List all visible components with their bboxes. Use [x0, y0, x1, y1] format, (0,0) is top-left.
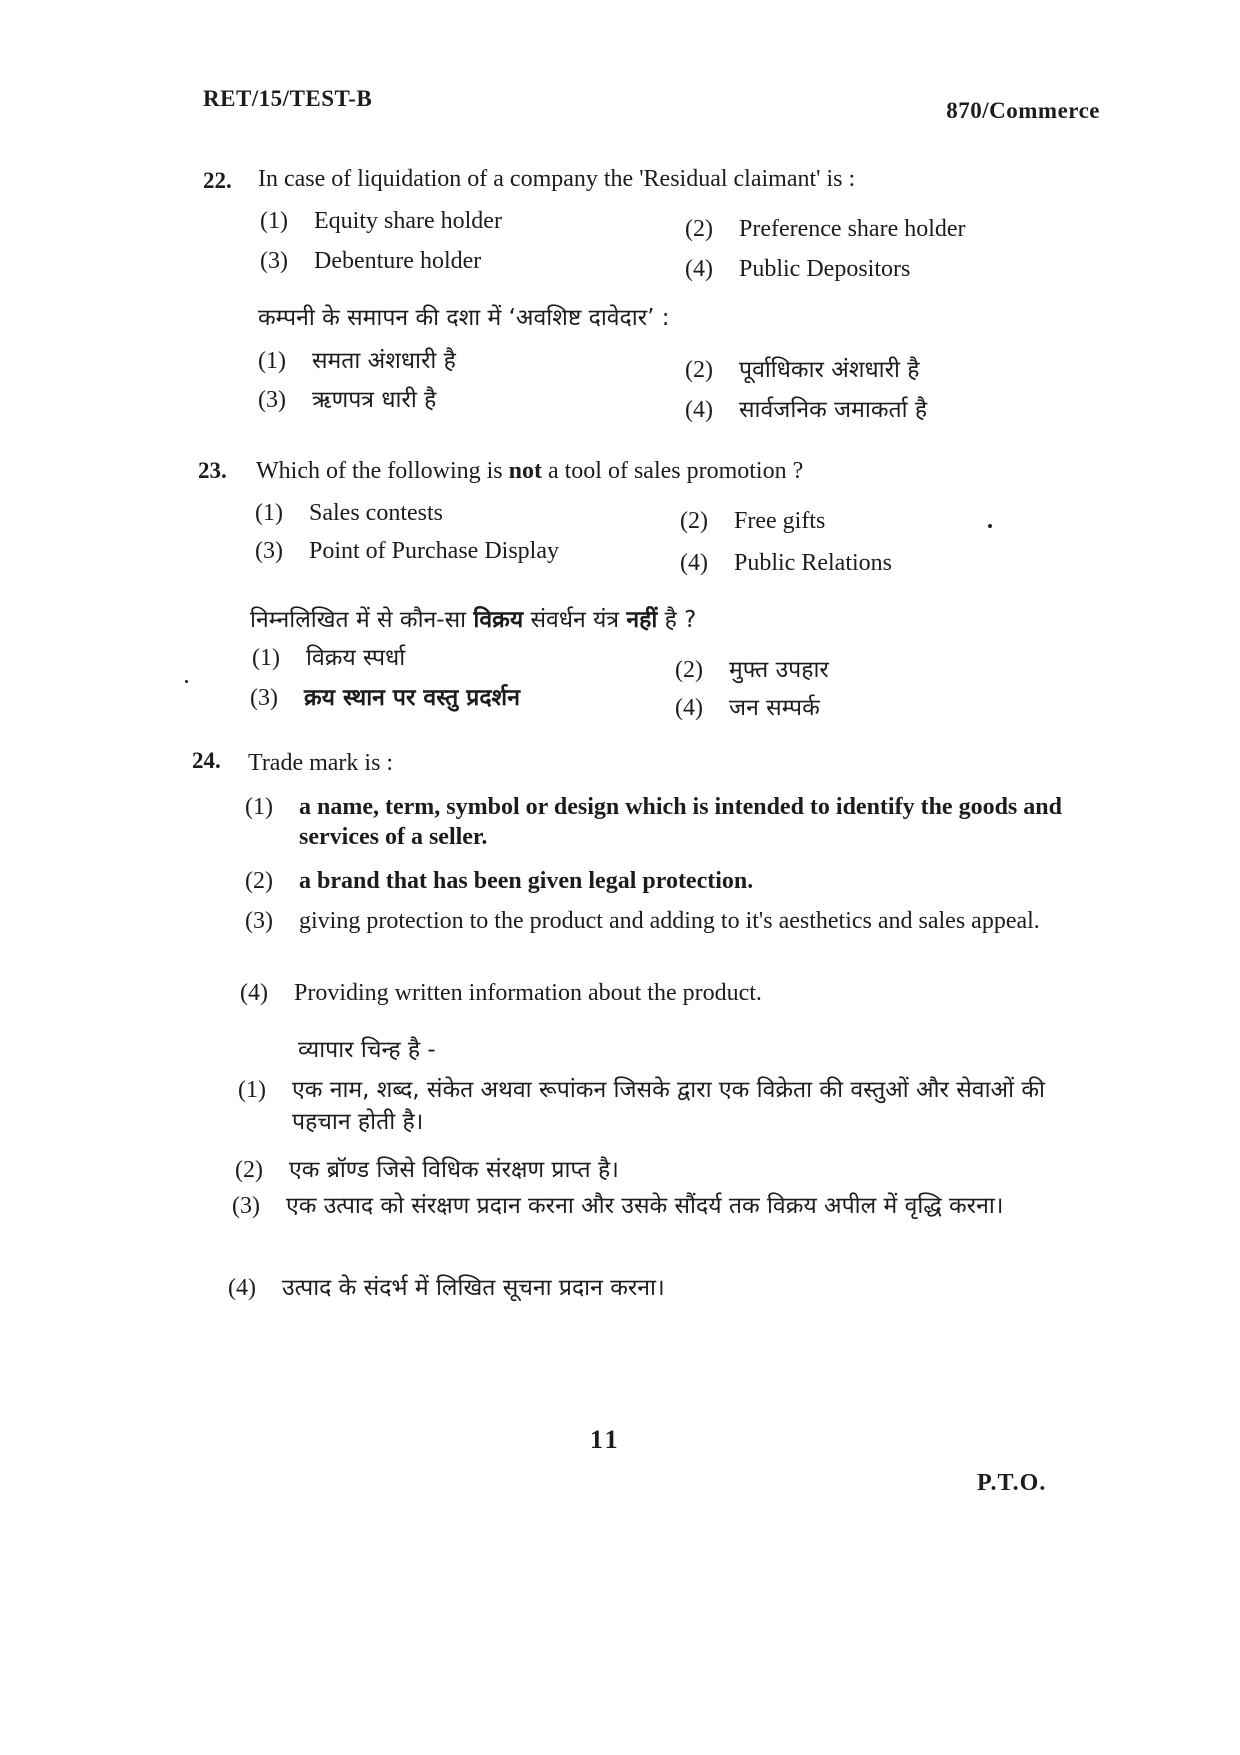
scan-speck	[988, 524, 992, 528]
option: (1) Equity share holder	[260, 208, 502, 234]
question-number: 22.	[203, 168, 232, 193]
option: (1) Sales contests	[255, 500, 443, 526]
question-number: 23.	[198, 458, 227, 483]
pto-label: P.T.O.	[977, 1470, 1047, 1496]
option-hindi: (2) मुफ्त उपहार	[675, 657, 829, 683]
option: (1) a name, term, symbol or design which is intended to identify the goods and services of a seller.	[245, 794, 1062, 850]
question-text: Which of the following is not a tool of sales promotion ?	[256, 458, 804, 484]
question-text-hindi: व्यापार चिन्ह है -	[298, 1037, 436, 1063]
option: (2) a brand that has been given legal protection.	[245, 868, 754, 894]
option-hindi: (3) एक उत्पाद को संरक्षण प्रदान करना और उसके सौंदर्य तक विक्रय अपील में वृद्धि करना।	[232, 1193, 1004, 1219]
option-hindi: (3) क्रय स्थान पर वस्तु प्रदर्शन	[250, 685, 520, 711]
option: (3) giving protection to the product and adding to it's aesthetics and sales appeal.	[245, 908, 1040, 934]
question-text-hindi: निम्नलिखित में से कौन-सा विक्रय संवर्धन यंत्र नहीं है ?	[250, 607, 697, 633]
option: (3) Debenture holder	[260, 248, 482, 274]
option-hindi: (1) एक नाम, शब्द, संकेत अथवा रूपांकन जिसके द्वारा एक विक्रेता की वस्तुओं और सेवाओं की पहचान होती है।	[238, 1077, 1045, 1135]
paper-subject: 870/Commerce	[946, 98, 1100, 123]
option: (2) Free gifts	[680, 508, 826, 534]
option: (4) Public Relations	[680, 550, 892, 576]
option: (2) Preference share holder	[685, 216, 966, 242]
question-text: Trade mark is :	[248, 750, 394, 776]
question-number: 24.	[192, 748, 221, 773]
option-hindi: (3) ऋणपत्र धारी है	[258, 387, 437, 413]
question-text-hindi: कम्पनी के समापन की दशा में ‘अवशिष्ट दावेदार’ :	[258, 305, 670, 331]
option-hindi: (1) विक्रय स्पर्धा	[252, 645, 406, 671]
option-hindi: (2) एक ब्रॉण्ड जिसे विधिक संरक्षण प्राप्त है।	[235, 1157, 619, 1183]
paper-code: RET/15/TEST-B	[203, 86, 373, 111]
option-hindi: (4) उत्पाद के संदर्भ में लिखित सूचना प्रदान करना।	[228, 1275, 665, 1301]
page-number: 11	[590, 1425, 621, 1454]
option-hindi: (1) समता अंशधारी है	[258, 348, 456, 374]
option: (4) Providing written information about the product.	[240, 980, 762, 1006]
option-hindi: (4) सार्वजनिक जमाकर्ता है	[685, 397, 928, 423]
scan-speck	[185, 680, 188, 683]
option-hindi: (2) पूर्वाधिकार अंशधारी है	[685, 357, 920, 383]
option: (3) Point of Purchase Display	[255, 538, 559, 564]
option: (4) Public Depositors	[685, 256, 911, 282]
question-text: In case of liquidation of a company the 'Residual claimant' is :	[258, 166, 856, 192]
option-hindi: (4) जन सम्पर्क	[675, 695, 820, 721]
